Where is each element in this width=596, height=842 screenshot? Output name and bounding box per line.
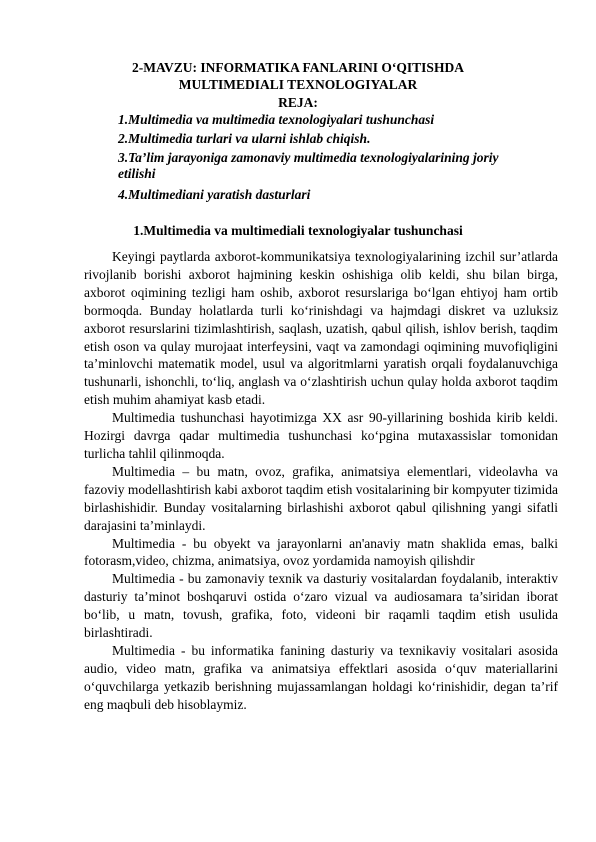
plan-item-1: 1.Multimedia va multimedia texnologiyalari tushunchasi [118,112,435,127]
section-title: 1.Multimedia va multimediali texnologiyalar tushunchasi [133,223,463,238]
plan-heading: REJA: [278,95,318,110]
paragraph-4: Multimedia - bu obyekt va jarayonlarni an'anaviy matn shaklida emas, balki fotorasm,video, chizma, animatsiya, ovoz yordamida namoyish qilishdir [84,535,558,569]
topic-title-line-2: MULTIMEDIALI TEXNOLOGIYALAR [178,77,418,92]
paragraph-1: Keyingi paytlarda axborot-kommunikatsiya texnologiyalarining izchil sur’atlarda rivojlanib borishi axborot hajmining keskin oshishiga olib keldi, shu bilan birga, axborot oqimining tezligi ham oshib, axborot resurslariga bo‘lgan ehtiyoj ham ortib bormoqda. Bunday holatlarda turli ko‘rinishdagi va hajmdagi diskret va uzluksiz axborot resurslarini tizimlashtirish, saqlash, uzatish, qabul qilish, ishlov berish, taqdim etish oson va qulay murojaat interfeysini, vaqt va zamondagi oqimining muvofiqligini ta’minlovchi matematik model, usul va algoritmlarni yaratish orqali foydalanuvchiga tushunarli, ishonchli, to‘liq, anglash va o‘zlashtirish uchun qulay holda axborot taqdim etish muhim ahamiyat kasb etadi. [84,249,558,408]
plan-item-2: 2.Multimedia turlari va ularni ishlab chiqish. [118,131,371,146]
body-text [84,248,558,714]
paragraph-5: Multimedia - bu zamonaviy texnik va dasturiy vositalardan foydalanib, interaktiv dasturiy ta’minot boshqaruvi ostida o‘zaro vizual va audiosamara ta’siridan iborat bo‘lib, u matn, tovush, grafika, foto, videoni bir raqamli taqdim etish usulida birlashtiradi. [84,571,558,641]
plan-item-4: 4.Multimediani yaratish dasturlari [118,187,311,202]
plan-item-3: 3.Ta’lim jarayoniga zamonaviy multimedia texnologiyalarining joriy etilishi [118,150,499,181]
paragraph-2: Multimedia tushunchasi hayotimizga XX asr 90-yillarining boshida kirib keldi. Hozirgi davrga qadar multimedia tushunchasi ko‘pgina mutaxassislar tomonidan turlicha tahlil qilinmoqda. [84,410,558,461]
topic-title-line-1: 2-MAVZU: INFORMATIKA FANLARINI O‘QITISHDA [132,60,464,75]
paragraph-3: Multimedia – bu matn, ovoz, grafika, animatsiya elementlari, videolavha va fazoviy modellashtirish kabi axborot taqdim etish vositalarining bir kompyuter tizimida birlashishidir. Bunday vositalarning birlashishi axborot qabul qilishning yangi sifatli darajasini ta’minlaydi. [84,463,558,533]
paragraph-6: Multimedia - bu informatika fanining dasturiy va texnikaviy vositalari asosida audio, video matn, grafika va animatsiya effektlari asosida o‘quv materiallarini o‘quvchilarga yetkazib berishning mujassamlangan holdagi ko‘rinishidir, degan ta’rif eng maqbuli deb hisoblaymiz. [84,642,558,712]
